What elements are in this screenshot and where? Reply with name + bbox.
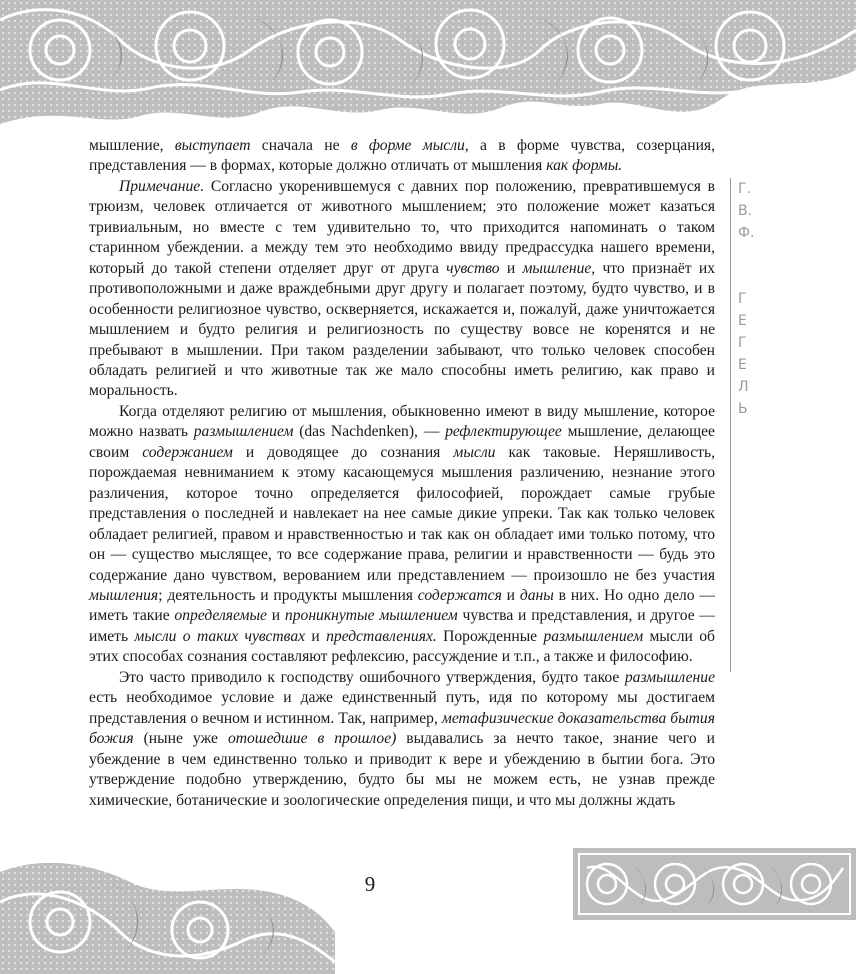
italic-run: размышлением (193, 423, 294, 441)
sidebar-letter: Е (738, 357, 747, 373)
italic-run: содержанием (142, 443, 233, 461)
text-run: мышление, (89, 137, 175, 154)
author-sidebar (730, 178, 760, 672)
text-run: и доводящее до сознания (232, 443, 454, 461)
italic-run: как формы. (546, 157, 623, 175)
sidebar-letter: Г (738, 335, 747, 351)
paragraph-reflection (89, 402, 715, 668)
sidebar-letter: Г (738, 291, 747, 307)
italic-run: мышления (89, 586, 159, 604)
sidebar-letter (738, 244, 755, 266)
paragraph-note (89, 177, 715, 402)
text-run: и (501, 586, 520, 604)
text-run: Это часто приводило к господству ошибочного утверждения, будто такое (119, 668, 625, 686)
top-ornament-graphic (0, 0, 856, 135)
italic-run: мысли (453, 443, 496, 461)
text-run: и (499, 259, 523, 277)
text-run: есть необходимое условие и даже единственный путь, идя по которому мы достигаем представления о вечном и истинном. Так, например, (89, 689, 715, 727)
bottom-left-ornament-graphic (0, 852, 335, 974)
text-run: мысли об этих способах сознания составляют рефлексию, рассуждение и т.п., а также и философию. (89, 627, 715, 666)
page-number: 9 (364, 872, 376, 896)
italic-run: мышление, (522, 259, 596, 277)
text-run: чувства и представления, и другое — иметь (89, 607, 715, 645)
italic-run: отошедшие в прошлое) (227, 730, 397, 748)
paragraph-metaphysics (89, 668, 715, 811)
text-run: сначала не (250, 137, 351, 154)
text-run: Согласно укоренившемуся с давних пор положению, превратившемуся в трюизм, человек отличается от животного мышлением; это положение может казаться тривиальным, но вместе с тем удивительно то, что приходится напоминать о таком старинном убеждении. а между тем это необходимо ввиду предрассудка нашего времени, который до такой степени отделяет друг от друга (89, 177, 715, 277)
italic-run: чувство (446, 259, 500, 277)
sidebar-letter: Л (738, 379, 749, 395)
text-run: Когда отделяют религию от мышления, обыкновенно имеют в виду мышление, которое можно назвать (89, 402, 715, 441)
author-name-vertical (738, 178, 755, 420)
text-run: что признаёт их противоположными и даже враждебными друг другу и полагает поэтому, будто чувство, и в особенности религиозное чувство, оскверняется, искажается и, пожалуй, даже уничтожается мышлением и будто религия и религиозность по существу вовсе не коренятся и не пребывают в мышлении. При таком разделении забывают, что только человек способен обладать религией и что животные так же мало способны иметь религию, как право и моральность. (89, 259, 715, 400)
italic-run: метафизические доказательства бытия божия (89, 709, 715, 748)
italic-run: даны (519, 586, 554, 604)
text-run: и (305, 627, 327, 645)
sidebar-letter: Ф. (738, 225, 755, 241)
sidebar-rule (730, 178, 731, 672)
bottom-right-ornament (573, 848, 856, 920)
italic-run: Примечание. (119, 177, 205, 195)
bottom-left-ornament (0, 852, 335, 974)
italic-run: размышлением (543, 627, 644, 645)
italic-run: в форме мысли, (350, 137, 469, 154)
sidebar-letter: Г. (738, 181, 751, 197)
italic-run: выступает (174, 137, 251, 154)
sidebar-letter: Ь (738, 401, 748, 417)
italic-run: рефлектирующее (445, 423, 562, 441)
body-text (89, 136, 715, 811)
italic-run: размышление (624, 668, 715, 686)
italic-run: мысли о таких чувствах (134, 627, 306, 645)
sidebar-letter: Е (738, 313, 747, 329)
text-run: ; деятельность и продукты мышления (158, 586, 418, 604)
sidebar-letter: В. (738, 203, 753, 219)
italic-run: определяемые (174, 607, 267, 625)
text-run: мышление, делающее своим (89, 423, 715, 461)
text-run: а в форме чувства, созерцания, представления — в формах, которые должно отличать от мышления (89, 137, 715, 175)
text-run: и (266, 607, 285, 625)
text-run: выдавались за нечто такое, знание чего и убеждение в чем единственно только и приводит к вере и убеждению в бытии бога. Это утверждение подобно утверждению, будто бы мы не можем есть, не узнав прежде химические, ботанические и зоологические определения пищи, и что мы должны ждать (89, 730, 715, 809)
italic-run: содержатся (417, 586, 502, 604)
sidebar-letter (738, 266, 755, 288)
bottom-right-ornament-graphic (573, 848, 856, 920)
paragraph-continuation (89, 136, 715, 177)
text-run: как таковые. Неряшливость, порождаемая невниманием к этому касающемуся мышления различению, незнание этого различения, которое точно определяется философией, порождает самые грубые представления о последней и навлекает на нее самые дикие упреки. Так как только человек обладает религией, правом и нравственностью и так как он обладает ими только потому, что он — существо мыслящее, то все содержание права, религии и нравственности — будь это содержание дано чувством, верованием или представлением — произошло не без участия (89, 443, 715, 584)
text-run: (ныне уже (133, 730, 228, 748)
top-ornament-border (0, 0, 856, 135)
text-run: (das Nachdenken), — (293, 423, 446, 441)
italic-run: представлениях. (326, 627, 437, 645)
text-run: в них. Но одно дело — иметь такие (89, 586, 715, 625)
text-run: Порожденные (436, 627, 544, 645)
italic-run: проникнутые мышлением (284, 607, 458, 625)
